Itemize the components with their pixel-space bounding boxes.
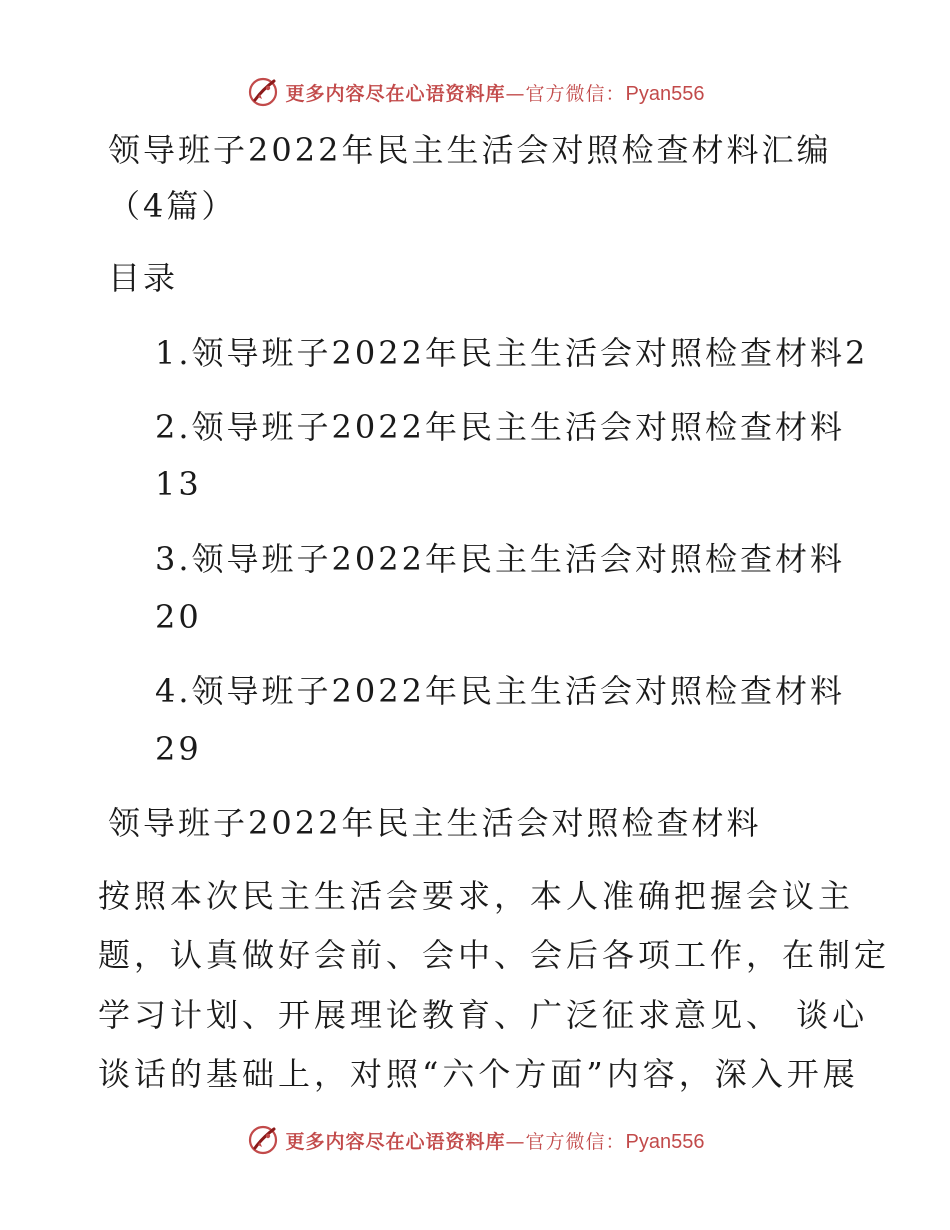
document-title-line-2: （4篇）	[108, 187, 237, 225]
section-title: 领导班子2022年民主生活会对照检查材料	[108, 804, 762, 842]
quill-seal-icon	[246, 75, 280, 109]
toc-entry-3-page: 20	[155, 598, 202, 636]
footer-watermark	[0, 1120, 950, 1160]
toc-entry-2-page: 13	[155, 465, 202, 503]
toc-entry-1[interactable]: 1.领导班子2022年民主生活会对照检查材料2	[155, 334, 869, 372]
document-title-line-1: 领导班子2022年民主生活会对照检查材料汇编	[108, 131, 832, 169]
body-line-2: 题，认真做好会前、会中、会后各项工作，在制定	[98, 936, 891, 974]
header-watermark	[0, 72, 950, 112]
toc-entry-3[interactable]: 3.领导班子2022年民主生活会对照检查材料	[155, 540, 845, 578]
toc-entry-2[interactable]: 2.领导班子2022年民主生活会对照检查材料	[155, 408, 845, 446]
body-line-4: 谈话的基础上，对照“六个方面”内容，深入开展	[98, 1055, 859, 1093]
body-line-1: 按照本次民主生活会要求，本人准确把握会议主	[98, 877, 855, 915]
toc-entry-4-page: 29	[155, 730, 202, 768]
watermark-text: 更多内容尽在心语资料库—官方微信：Pyan556	[285, 82, 705, 105]
quill-seal-icon	[246, 1123, 280, 1157]
toc-heading: 目录	[108, 259, 179, 297]
body-line-3: 学习计划、开展理论教育、广泛征求意见、 谈心	[98, 996, 869, 1034]
toc-entry-4[interactable]: 4.领导班子2022年民主生活会对照检查材料	[155, 672, 845, 710]
watermark-text: 更多内容尽在心语资料库—官方微信：Pyan556	[285, 1130, 705, 1153]
